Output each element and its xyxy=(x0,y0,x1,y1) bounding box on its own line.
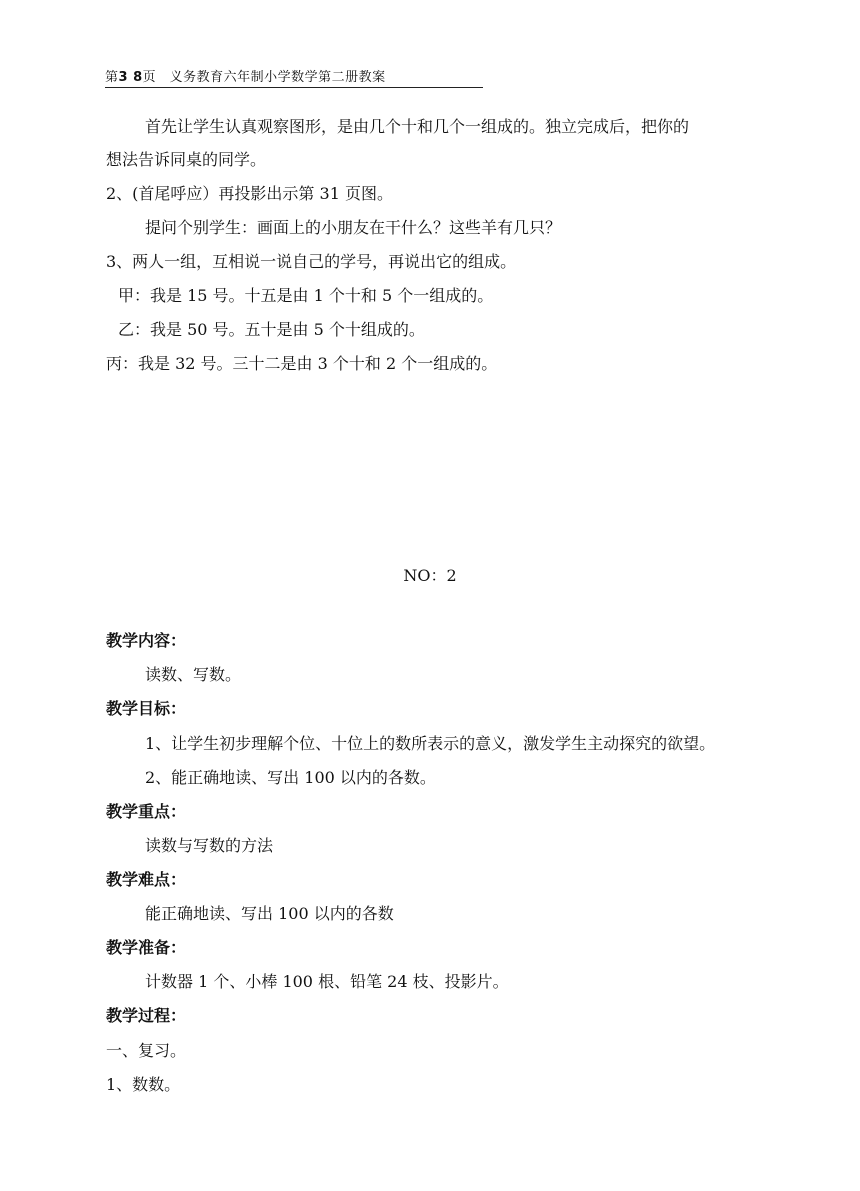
heading-key-points: 教学重点： xyxy=(106,802,187,821)
paragraph-step3: 3、两人一组，互相说一说自己的学号，再说出它的组成。 xyxy=(106,252,517,271)
text-goal-2: 2、能正确地读、写出 100 以内的各数。 xyxy=(145,768,436,787)
dialogue-bing: 丙：我是 32 号。三十二是由 3 个十和 2 个一组成的。 xyxy=(106,354,498,373)
header-prefix: 第 xyxy=(105,70,119,85)
paragraph-question: 提问个别学生：画面上的小朋友在干什么？这些羊有几只？ xyxy=(145,218,562,237)
text-step-counting: 1、数数。 xyxy=(106,1075,181,1094)
text-goal-1: 1、让学生初步理解个位、十位上的数所表示的意义，激发学生主动探究的欲望。 xyxy=(145,734,716,753)
lesson-number: NO：2 xyxy=(403,566,457,585)
page-header xyxy=(105,66,483,88)
text-content: 读数、写数。 xyxy=(145,665,242,684)
dialogue-yi: 乙：我是 50 号。五十是由 5 个十组成的。 xyxy=(118,320,425,339)
header-page-number: 3 8 xyxy=(118,70,143,85)
paragraph-observe: 首先让学生认真观察图形，是由几个十和几个一组成的。独立完成后，把你的 xyxy=(145,117,690,136)
text-key-points: 读数与写数的方法 xyxy=(145,836,274,855)
dialogue-jia: 甲：我是 15 号。十五是由 1 个十和 5 个一组成的。 xyxy=(118,286,494,305)
header-title: 页 义务教育六年制小学数学第二册教案 xyxy=(142,70,386,85)
heading-content: 教学内容： xyxy=(106,631,187,650)
paragraph-observe-cont: 想法告诉同桌的同学。 xyxy=(106,150,267,169)
paragraph-step2: 2、(首尾呼应）再投影出示第 31 页图。 xyxy=(106,184,393,203)
heading-goals: 教学目标： xyxy=(106,699,187,718)
text-difficulty: 能正确地读、写出 100 以内的各数 xyxy=(145,904,394,923)
heading-preparation: 教学准备： xyxy=(106,938,187,957)
text-step-review: 一、复习。 xyxy=(106,1041,187,1060)
heading-difficulty: 教学难点： xyxy=(106,870,187,889)
text-preparation: 计数器 1 个、小棒 100 根、铅笔 24 枝、投影片。 xyxy=(145,972,509,991)
heading-process: 教学过程： xyxy=(106,1006,187,1025)
